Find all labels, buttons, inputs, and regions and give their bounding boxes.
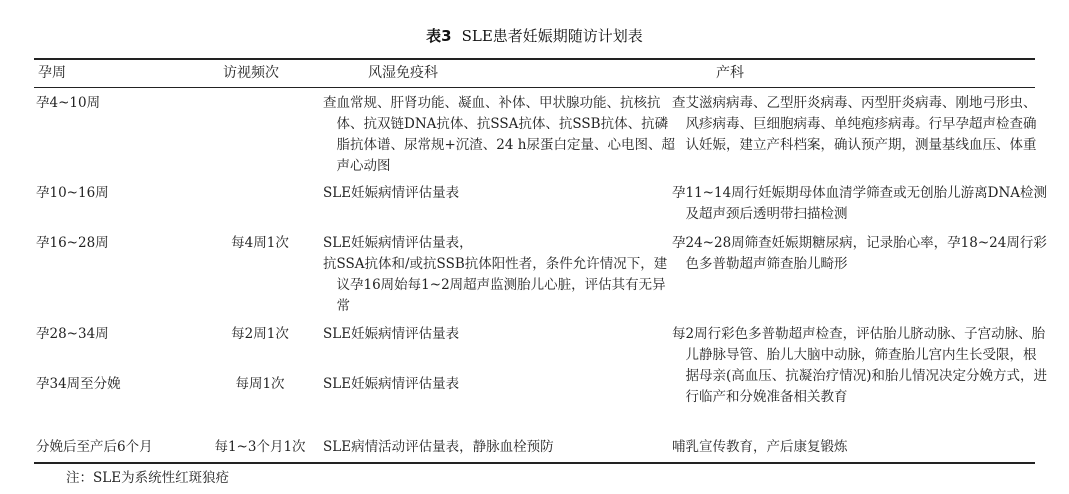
- row-5-rheumatology: SLE妊娠病情评估量表: [323, 376, 460, 392]
- row-4-frequency: 每2周1次: [231, 326, 289, 342]
- table-note: 注：SLE为系统性红斑狼疮: [66, 470, 230, 486]
- column-header-week: 孕周: [38, 65, 66, 81]
- row-3-rheumatology-line-1: SLE妊娠病情评估量表，: [323, 235, 473, 251]
- row-3-obstetrics: 孕24~28周筛查妊娠期糖尿病，记录胎心率，孕18~24周行彩色多普勒超声筛查胎儿畸形: [672, 235, 1047, 272]
- row-3-frequency: 每4周1次: [231, 235, 289, 251]
- row-3-week: 孕16~28周: [36, 235, 109, 251]
- column-header-frequency: 访视频次: [223, 65, 279, 81]
- row-2-rheumatology: SLE妊娠病情评估量表: [323, 185, 460, 201]
- row-5-week: 孕34周至分娩: [36, 376, 121, 392]
- row-6-week: 分娩后至产后6个月: [36, 439, 153, 455]
- row-6-rheumatology: SLE病情活动评估量表，静脉血栓预防: [323, 439, 554, 455]
- table-caption-title: SLE患者妊娠期随访计划表: [461, 27, 643, 45]
- table-header-rule: [34, 87, 1035, 88]
- row-1-obstetrics: 查艾滋病病毒、乙型肝炎病毒、丙型肝炎病毒、刚地弓形虫、风疹病毒、巨细胞病毒、单纯疱疹病毒。行早孕超声检查确认妊娠，建立产科档案，确认预产期，测量基线血压、体重: [672, 95, 1037, 153]
- row-2-week: 孕10~16周: [36, 185, 109, 201]
- table-bottom-rule: [34, 462, 1035, 464]
- row-4-rheumatology: SLE妊娠病情评估量表: [323, 326, 460, 342]
- row-4-obstetrics: 每2周行彩色多普勒超声检查，评估胎儿脐动脉、子宫动脉、胎儿静脉导管、胎儿大脑中动脉，筛查胎儿宫内生长受限，根据母亲(高血压、抗凝治疗情况)和胎儿情况决定分娩方式，进行临产和分娩准备相关教育: [672, 326, 1048, 405]
- row-3-rheumatology: [323, 233, 668, 317]
- column-header-obstetrics: 产科: [716, 65, 744, 81]
- table-top-rule: [34, 58, 1035, 60]
- row-1-week: 孕4~10周: [36, 95, 101, 111]
- column-header-rheumatology: 风湿免疫科: [368, 65, 438, 81]
- row-5-frequency: 每周1次: [235, 376, 285, 392]
- table-caption: [0, 26, 1069, 46]
- table-caption-number: 表3: [426, 27, 452, 45]
- row-1-rheumatology: 查血常规、肝肾功能、凝血、补体、甲状腺功能、抗核抗体、抗双链DNA抗体、抗SSA抗体、抗SSB抗体、抗磷脂抗体谱、尿常规+沉渣、24 h尿蛋白定量、心电图、超声心动图: [323, 95, 675, 174]
- row-4-week: 孕28~34周: [36, 326, 109, 342]
- row-6-obstetrics: 哺乳宣传教育，产后康复锻炼: [672, 439, 848, 455]
- row-2-obstetrics: 孕11~14周行妊娠期母体血清学筛查或无创胎儿游离DNA检测及超声颈后透明带扫描检测: [672, 185, 1048, 222]
- row-6-frequency: 每1~3个月1次: [214, 439, 306, 455]
- row-3-rheumatology-line-2: 抗SSA抗体和/或抗SSB抗体阳性者，条件允许情况下，建议孕16周始每1~2周超声监测胎儿心脏，评估其有无异常: [323, 256, 668, 314]
